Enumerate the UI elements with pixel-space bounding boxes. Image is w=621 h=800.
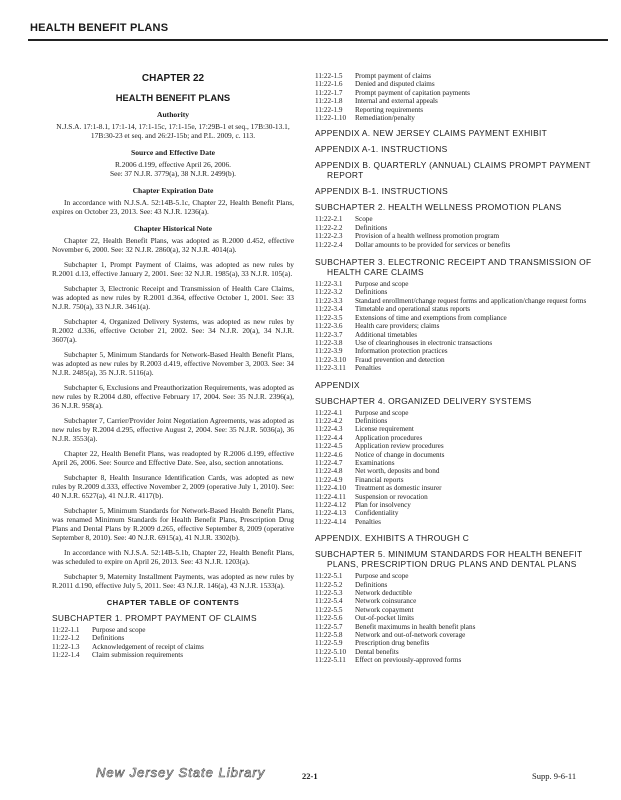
section-number: 11:22-4.9: [315, 475, 343, 484]
section-number: 11:22-1.7: [315, 88, 343, 97]
history-note: Chapter 22, Health Benefit Plans, was readopted by R.2006 d.199, effective April 26, 2006. See: Source and Effective Date. See, also, section annotations.: [52, 449, 294, 467]
history-note: Subchapter 9, Maternity Installment Payments, was adopted as new rules by R.2011 d.190, effective July 5, 2011. See: 43 N.J.R. 146(a), 43 N.J.R. 1533(a).: [52, 572, 294, 590]
section-number: 11:22-1.6: [315, 80, 343, 89]
section-title: Prompt payment of capitation payments: [355, 88, 470, 97]
section-title: Purpose and scope: [355, 572, 409, 581]
section-number: 11:22-3.10: [315, 355, 347, 364]
appendix-b1: APPENDIX B-1. INSTRUCTIONS: [315, 186, 448, 197]
section-title: Notice of change in documents: [355, 450, 445, 459]
toc-row: [52, 651, 294, 659]
section-number: 11:22-4.3: [315, 425, 343, 434]
section-title: Information protection practices: [355, 347, 448, 356]
toc-row: [315, 581, 615, 589]
toc-row: [315, 476, 615, 484]
section-number: 11:22-5.11: [315, 656, 346, 665]
history-note: Subchapter 6, Exclusions and Preauthorization Requirements, was adopted as new rules by R.2004 d.80, effective February 17, 2004. See: 35 N.J.R. 2396(a), 36 N.J.R. 958(a).: [52, 383, 294, 410]
subchapter-5-sections: [315, 572, 615, 664]
section-number: 11:22-5.6: [315, 614, 343, 623]
section-number: 11:22-3.1: [315, 280, 343, 289]
history-note: Chapter 22, Health Benefit Plans, was adopted as R.2000 d.452, effective November 6, 2000. See: 32 N.J.R. 2860(a), 32 N.J.R. 4014(a).: [52, 236, 294, 254]
history-note: Subchapter 7, Carrier/Provider Joint Negotiation Agreements, was adopted as new rules by R.2004 d.295, effective August 2, 2004. See: 35 N.J.R. 5036(a), 36 N.J.R. 3553(a).: [52, 416, 294, 443]
section-number: 11:22-4.4: [315, 433, 343, 442]
section-title: Prescription drug benefits: [355, 639, 430, 648]
section-number: 11:22-3.11: [315, 364, 346, 373]
section-title: Definitions: [355, 223, 388, 232]
section-title: Definitions: [92, 634, 125, 643]
section-title: Penalties: [355, 517, 381, 526]
section-title: Network and out-of-network coverage: [355, 631, 466, 640]
section-title: Confidentiality: [355, 509, 399, 518]
toc-row: [315, 347, 615, 355]
source-heading: Source and Effective Date: [130, 148, 215, 157]
appendix-a: APPENDIX A. NEW JERSEY CLAIMS PAYMENT EXHIBIT: [315, 128, 548, 139]
toc-row: [315, 623, 615, 631]
toc-row: [315, 597, 615, 605]
section-title: Internal and external appeals: [355, 97, 438, 106]
section-title: Network deductible: [355, 589, 412, 598]
section-number: 11:22-4.6: [315, 450, 343, 459]
section-title: Reporting requirements: [355, 105, 424, 114]
section-title: Definitions: [355, 288, 388, 297]
section-number: 11:22-2.4: [315, 240, 343, 249]
toc-row: [315, 417, 615, 425]
section-title: Network copayment: [355, 605, 414, 614]
authority-heading: Authority: [156, 110, 190, 119]
left-column: [52, 72, 294, 660]
toc-row: [315, 434, 615, 442]
section-title: Plan for insolvency: [355, 501, 411, 509]
section-title: Treatment as domestic insurer: [355, 484, 442, 493]
section-number: 11:22-1.8: [315, 97, 343, 106]
section-number: 11:22-1.9: [315, 105, 343, 114]
section-number: 11:22-4.1: [315, 408, 343, 417]
section-number: 11:22-1.1: [52, 626, 80, 634]
section-title: Suspension or revocation: [355, 492, 428, 501]
history-heading: Chapter Historical Note: [134, 224, 212, 233]
section-title: Purpose and scope: [355, 280, 409, 289]
authority-text: N.J.S.A. 17:1-8.1, 17:1-14, 17:1-15c, 17:1-15e, 17:29B-1 et seq., 17B:30-13.1, 17B:30-23 et seq. and 26:2J-15b; and P.L. 2009, c. 113.: [56, 122, 290, 140]
section-title: Net worth, deposits and bond: [355, 467, 440, 476]
toc-row: [315, 501, 615, 509]
toc-row: [315, 493, 615, 501]
toc-row: [315, 639, 615, 647]
appendix-a1: APPENDIX A-1. INSTRUCTIONS: [315, 144, 448, 155]
section-title: Benefit maximums in health benefit plans: [355, 622, 476, 631]
history-note: Subchapter 8, Health Insurance Identification Cards, was adopted as new rules by R.2009 d.333, effective November 2, 2009 (operative July 1, 2010). See: 40 N.J.R. 6527(a), 41 N.J.R. 4117(b).: [52, 473, 294, 500]
section-number: 11:22-4.14: [315, 517, 347, 526]
section-number: 11:22-5.2: [315, 580, 343, 589]
section-title: Application review procedures: [355, 442, 444, 451]
section-number: 11:22-5.5: [315, 605, 343, 614]
toc-row: [315, 614, 615, 622]
section-title: Denied and disputed claims: [355, 80, 435, 89]
section-number: 11:22-3.6: [315, 322, 343, 331]
section-title: Dollar amounts to be provided for services or benefits: [355, 240, 511, 249]
section-title: Remediation/penalty: [355, 114, 415, 123]
appendix-exhibits: APPENDIX. EXHIBITS A THROUGH C: [315, 533, 470, 544]
toc-row: [52, 634, 294, 642]
toc-row: [52, 643, 294, 651]
section-title: Effect on previously-approved forms: [355, 656, 462, 665]
toc-row: [315, 518, 615, 526]
section-number: 11:22-1.3: [52, 642, 80, 651]
toc-row: [315, 97, 615, 105]
expiration-text: In accordance with N.J.S.A. 52:14B-5.1c, Chapter 22, Health Benefit Plans, expires on October 23, 2013. See: 43 N.J.R. 1236(a).: [52, 198, 294, 216]
toc-row: [315, 114, 615, 122]
toc-row: [315, 288, 615, 296]
chapter-number: CHAPTER 22: [141, 73, 205, 84]
section-title: Additional timetables: [355, 330, 418, 339]
section-title: Use of clearinghouses in electronic transactions: [355, 338, 493, 347]
section-number: 11:22-5.9: [315, 639, 343, 648]
header-rule: [28, 39, 608, 41]
toc-row: [315, 305, 615, 313]
history-notes: [52, 236, 294, 590]
toc-row: [315, 648, 615, 656]
section-title: Definitions: [355, 416, 388, 425]
page-number: 22-1: [302, 771, 318, 781]
section-title: Penalties: [355, 364, 381, 373]
toc-row: [315, 631, 615, 639]
expiration-heading: Chapter Expiration Date: [132, 186, 214, 195]
section-number: 11:22-1.5: [315, 72, 343, 80]
toc-row: [315, 606, 615, 614]
running-header: HEALTH BENEFIT PLANS: [30, 22, 169, 34]
section-number: 11:22-3.7: [315, 330, 343, 339]
toc-row: [315, 484, 615, 492]
section-title: License requirement: [355, 425, 414, 434]
section-number: 11:22-5.10: [315, 647, 347, 656]
section-title: Dental benefits: [355, 647, 399, 656]
section-number: 11:22-3.5: [315, 313, 343, 322]
section-number: 11:22-5.7: [315, 622, 343, 631]
history-note: Subchapter 5, Minimum Standards for Network-Based Health Benefit Plans, was renamed Minimum Standards for Health Benefit Plans, Prescription Drug Plans and Dental Plans by R.2009 d.265, effective September 8, 2009 (operative September 8, 2010). See: 40 N.J.R. 6915(a), 41 N.J.R. 3302(b).: [52, 506, 294, 542]
section-number: 11:22-3.3: [315, 296, 343, 305]
subchapter-1-sections: [52, 626, 294, 660]
section-number: 11:22-1.10: [315, 114, 347, 123]
subchapter-3-heading: SUBCHAPTER 3. ELECTRONIC RECEIPT AND TRANSMISSION OF HEALTH CARE CLAIMS: [315, 257, 592, 278]
section-title: Purpose and scope: [92, 626, 146, 634]
section-number: 11:22-4.2: [315, 416, 343, 425]
section-title: Financial reports: [355, 475, 404, 484]
section-title: Fraud prevention and detection: [355, 355, 445, 364]
section-title: Application procedures: [355, 433, 423, 442]
section-title: Network coinsurance: [355, 597, 417, 606]
subchapter-5-heading: SUBCHAPTER 5. MINIMUM STANDARDS FOR HEALTH BENEFIT PLANS, PRESCRIPTION DRUG PLANS AND DENTAL PLANS: [315, 549, 583, 570]
section-title: Definitions: [355, 580, 388, 589]
chapter-title: HEALTH BENEFIT PLANS: [115, 92, 231, 103]
history-note: Subchapter 1, Prompt Payment of Claims, was adopted as new rules by R.2001 d.13, effective January 2, 2001. See: 32 N.J.R. 1985(a), 33 N.J.R. 105(a).: [52, 260, 294, 278]
toc-row: [315, 322, 615, 330]
history-note: In accordance with N.J.S.A. 52:14B-5.1b, Chapter 22, Health Benefit Plans, was scheduled to expire on April 26, 2013. See: 43 N.J.R. 1203(a).: [52, 548, 294, 566]
section-title: Provision of a health wellness promotion program: [355, 232, 500, 241]
toc-row: [52, 626, 294, 634]
section-number: 11:22-1.4: [52, 651, 80, 660]
toc-row: [315, 241, 615, 249]
toc-row: [315, 89, 615, 97]
toc-row: [315, 280, 615, 288]
toc-row: [315, 106, 615, 114]
toc-row: [315, 656, 615, 664]
subchapter-1-heading: SUBCHAPTER 1. PROMPT PAYMENT OF CLAIMS: [52, 613, 257, 623]
appendix-b: APPENDIX B. QUARTERLY (ANNUAL) CLAIMS PROMPT PAYMENT REPORT: [315, 160, 591, 181]
toc-row: [315, 314, 615, 322]
section-title: Timetable and operational status reports: [355, 305, 471, 314]
subchapter-2-heading: SUBCHAPTER 2. HEALTH WELLNESS PROMOTION PLANS: [315, 202, 562, 213]
toc-row: [315, 409, 615, 417]
section-number: 11:22-5.3: [315, 589, 343, 598]
section-number: 11:22-5.1: [315, 572, 343, 581]
section-number: 11:22-2.2: [315, 223, 343, 232]
toc-row: [315, 459, 615, 467]
toc-row: [315, 425, 615, 433]
section-title: Prompt payment of claims: [355, 72, 432, 80]
section-title: Extensions of time and exemptions from compliance: [355, 313, 507, 322]
toc-row: [315, 72, 615, 80]
section-number: 11:22-4.11: [315, 492, 346, 501]
section-title: Scope: [355, 215, 373, 224]
toc-row: [315, 339, 615, 347]
source-text: R.2006 d.199, effective April 26, 2006. See: 37 N.J.R. 3779(a), 38 N.J.R. 2499(b).: [109, 160, 237, 178]
subchapter-4-heading: SUBCHAPTER 4. ORGANIZED DELIVERY SYSTEMS: [315, 395, 532, 406]
toc-row: [315, 451, 615, 459]
section-number: 11:22-2.3: [315, 232, 343, 241]
section-number: 11:22-1.2: [52, 634, 80, 643]
subchapter-4-sections: [315, 409, 615, 527]
toc-row: [315, 297, 615, 305]
section-number: 11:22-4.10: [315, 484, 347, 493]
right-column: [315, 72, 615, 665]
toc-row: [315, 509, 615, 517]
subchapter-2-sections: [315, 215, 615, 249]
section-number: 11:22-3.8: [315, 338, 343, 347]
section-number: 11:22-5.4: [315, 597, 343, 606]
section-number: 11:22-2.1: [315, 215, 343, 224]
section-title: Purpose and scope: [355, 408, 409, 417]
toc-row: [315, 80, 615, 88]
section-number: 11:22-4.5: [315, 442, 343, 451]
toc-row: [315, 572, 615, 580]
history-note: Subchapter 3, Electronic Receipt and Transmission of Health Care Claims, was adopted as new rules by R.2001 d.364, effective October 1, 2001. See: 33 N.J.R. 750(a), 33 N.J.R. 3461(a).: [52, 284, 294, 311]
section-number: 11:22-3.4: [315, 305, 343, 314]
history-note: Subchapter 5, Minimum Standards for Network-Based Health Benefit Plans, was adopted as new rules by R.2003 d.419, effective November 3, 2003. See: 34 N.J.R. 2485(a), 35 N.J.R. 5116(a).: [52, 350, 294, 377]
section-number: 11:22-5.8: [315, 631, 343, 640]
toc-row: [315, 331, 615, 339]
subchapter-1-sections-continued: [315, 72, 615, 122]
section-number: 11:22-3.2: [315, 288, 343, 297]
library-watermark: New Jersey State Library: [96, 765, 266, 780]
history-note: Subchapter 4, Organized Delivery Systems, was adopted as new rules by R.2002 d.336, effective October 21, 2002. See: 34 N.J.R. 20(a), 34 N.J.R. 3607(a).: [52, 317, 294, 344]
section-number: 11:22-3.9: [315, 347, 343, 356]
section-title: Out-of-pocket limits: [355, 614, 414, 623]
toc-row: [315, 467, 615, 475]
toc-row: [315, 215, 615, 223]
section-number: 11:22-4.7: [315, 458, 343, 467]
toc-heading: CHAPTER TABLE OF CONTENTS: [106, 598, 240, 607]
toc-row: [315, 364, 615, 372]
toc-row: [315, 589, 615, 597]
toc-row: [315, 442, 615, 450]
toc-row: [315, 232, 615, 240]
toc-row: [315, 224, 615, 232]
section-number: 11:22-4.12: [315, 501, 347, 509]
section-title: Examinations: [355, 458, 395, 467]
section-title: Health care providers; claims: [355, 322, 440, 331]
toc-row: [315, 356, 615, 364]
appendix-plain: APPENDIX: [315, 379, 360, 390]
section-title: Claim submission requirements: [92, 651, 184, 660]
section-number: 11:22-4.8: [315, 467, 343, 476]
supplement-date: Supp. 9-6-11: [532, 771, 577, 781]
subchapter-3-sections: [315, 280, 615, 372]
section-title: Standard enrollment/change request forms and application/change request forms: [355, 296, 587, 305]
section-title: Acknowledgement of receipt of claims: [92, 642, 204, 651]
section-number: 11:22-4.13: [315, 509, 347, 518]
